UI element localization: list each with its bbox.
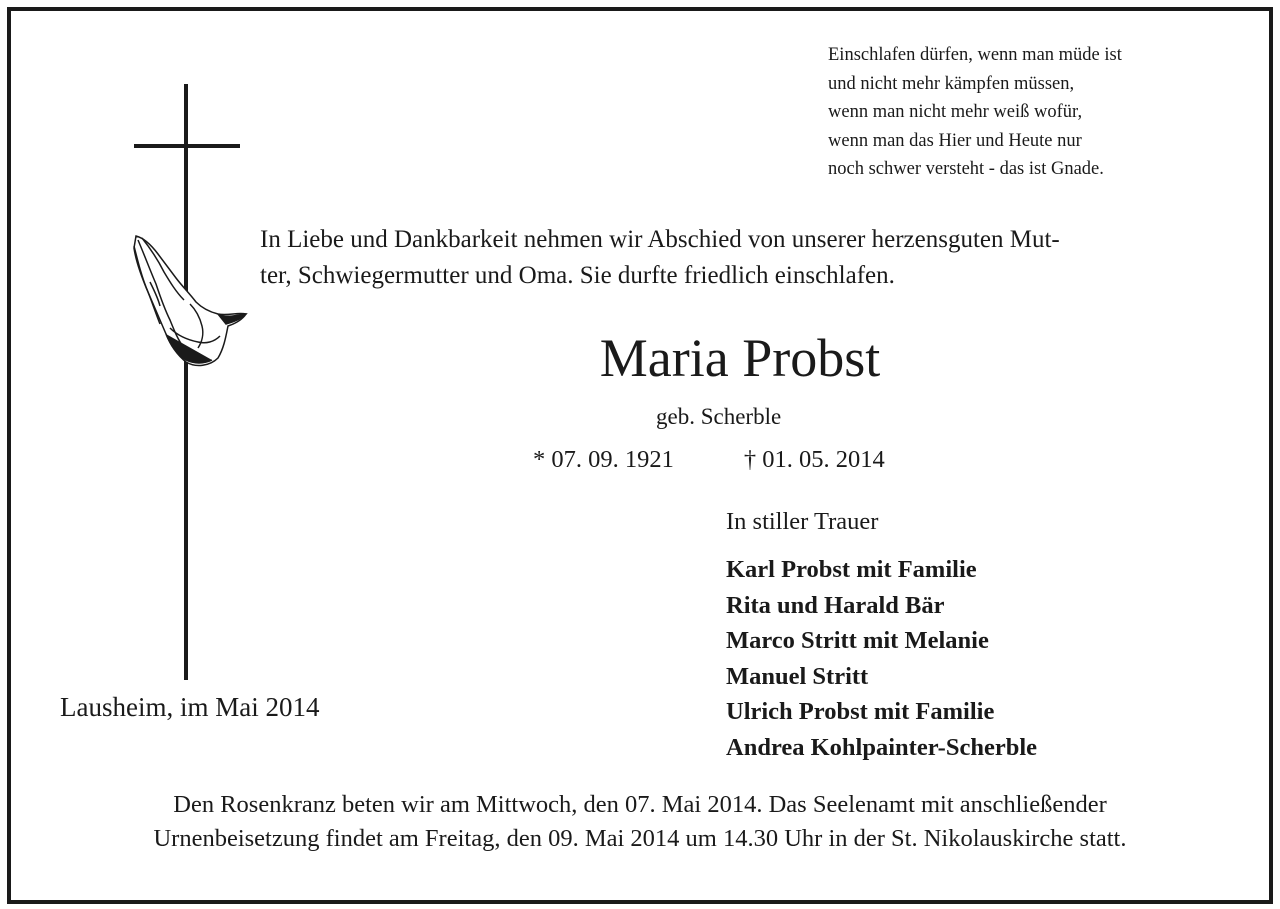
mourners-list (726, 552, 1037, 765)
mourner-name: Ulrich Probst mit Familie (726, 698, 995, 725)
mourner-name: Karl Probst mit Familie (726, 556, 977, 583)
death-date: † 01. 05. 2014 (743, 446, 885, 473)
service-note (0, 788, 1280, 856)
poem-line: wenn man nicht mehr weiß wofür, (828, 102, 1083, 122)
cross-crossbar (134, 144, 240, 148)
deceased-name: Maria Probst (599, 328, 881, 388)
poem-line: Einschlafen dürfen, wenn man müde ist (828, 45, 1122, 65)
intro-text (260, 222, 1060, 294)
mourner-name: Marco Stritt mit Melanie (726, 627, 989, 654)
life-dates (533, 446, 885, 474)
service-note-line: Den Rosenkranz beten wir am Mittwoch, den 07. Mai 2014. Das Seelenamt mit anschließender (173, 791, 1107, 818)
mourner-name: Manuel Stritt (726, 662, 869, 690)
intro-line: In Liebe und Dankbarkeit nehmen wir Abschied von unserer herzensguten Mut- (260, 226, 1060, 253)
mourners-heading: In stiller Trauer (726, 508, 879, 535)
poem-line: wenn man das Hier und Heute nur (828, 130, 1082, 151)
service-note-line: Urnenbeisetzung findet am Freitag, den 09. Mai 2014 um 14.30 Uhr in der St. Nikolauskirche statt. (153, 825, 1127, 852)
poem (828, 41, 1122, 184)
poem-line: und nicht mehr kämpfen müssen, (828, 73, 1075, 94)
mourner-name: Andrea Kohlpainter-Scherble (726, 733, 1038, 761)
place-date: Lausheim, im Mai 2014 (60, 692, 320, 722)
intro-line: ter, Schwiegermutter und Oma. Sie durfte friedlich einschlafen. (260, 262, 895, 289)
birth-name: geb. Scherble (656, 404, 782, 429)
poem-line: noch schwer versteht - das ist Gnade. (828, 159, 1104, 179)
mourner-name: Rita und Harald Bär (726, 591, 945, 619)
birth-date: * 07. 09. 1921 (533, 446, 674, 473)
